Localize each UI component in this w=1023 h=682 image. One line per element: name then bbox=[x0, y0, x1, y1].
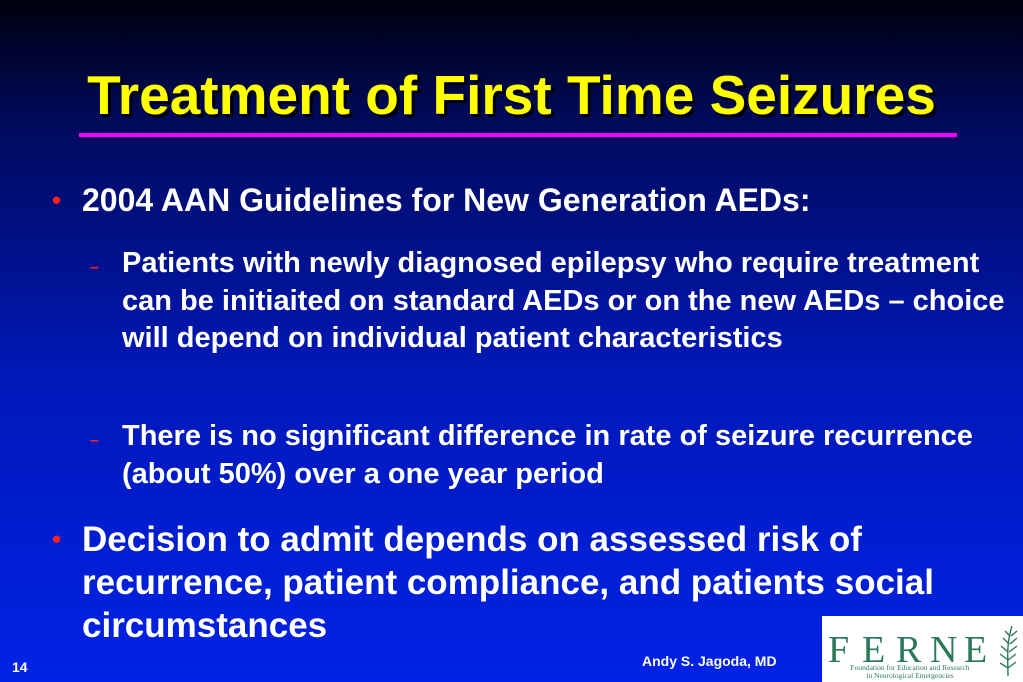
sub-bullet-marker: – bbox=[90, 432, 99, 449]
slide-title: Treatment of First Time Seizures bbox=[87, 64, 936, 126]
title-underline bbox=[79, 133, 957, 137]
logo-letter: E bbox=[862, 629, 886, 671]
logo-letter: F bbox=[828, 629, 850, 671]
author-credit: Andy S. Jagoda, MD bbox=[642, 653, 777, 669]
page-number: 14 bbox=[12, 659, 28, 675]
bullet-text: 2004 AAN Guidelines for New Generation AEDs: bbox=[82, 182, 811, 218]
sub-bullet-text: There is no significant difference in rate of seizure recurrence (about 50%) over a one year period bbox=[122, 420, 973, 490]
logo-letter: E bbox=[964, 629, 988, 671]
ferne-logo-graphic bbox=[822, 616, 1023, 682]
bullet-marker: • bbox=[52, 185, 62, 215]
logo-tagline-line2: in Neurological Emergencies bbox=[866, 671, 954, 680]
logo-tagline-line1: Foundation for Education and Research bbox=[850, 663, 970, 672]
bullet-marker: • bbox=[52, 524, 62, 554]
fern-leaf-icon bbox=[1000, 626, 1017, 676]
sub-bullet-item bbox=[90, 245, 1012, 358]
logo-letter: R bbox=[896, 629, 922, 671]
bullet-text: Decision to admit depends on assessed risk of recurrence, patient compliance, and patients social circumstances bbox=[82, 520, 934, 645]
sub-bullet-text: Patients with newly diagnosed epilepsy who require treatment can be initiaited on standard AEDs or on the new AEDs – choice will depend on individual patient characteristics bbox=[122, 247, 1005, 354]
bullet-item bbox=[52, 178, 1012, 222]
sub-bullet-marker: – bbox=[90, 259, 99, 276]
sub-bullet-item bbox=[90, 418, 1012, 493]
ferne-logo bbox=[822, 616, 1023, 682]
logo-letter: N bbox=[930, 629, 958, 671]
